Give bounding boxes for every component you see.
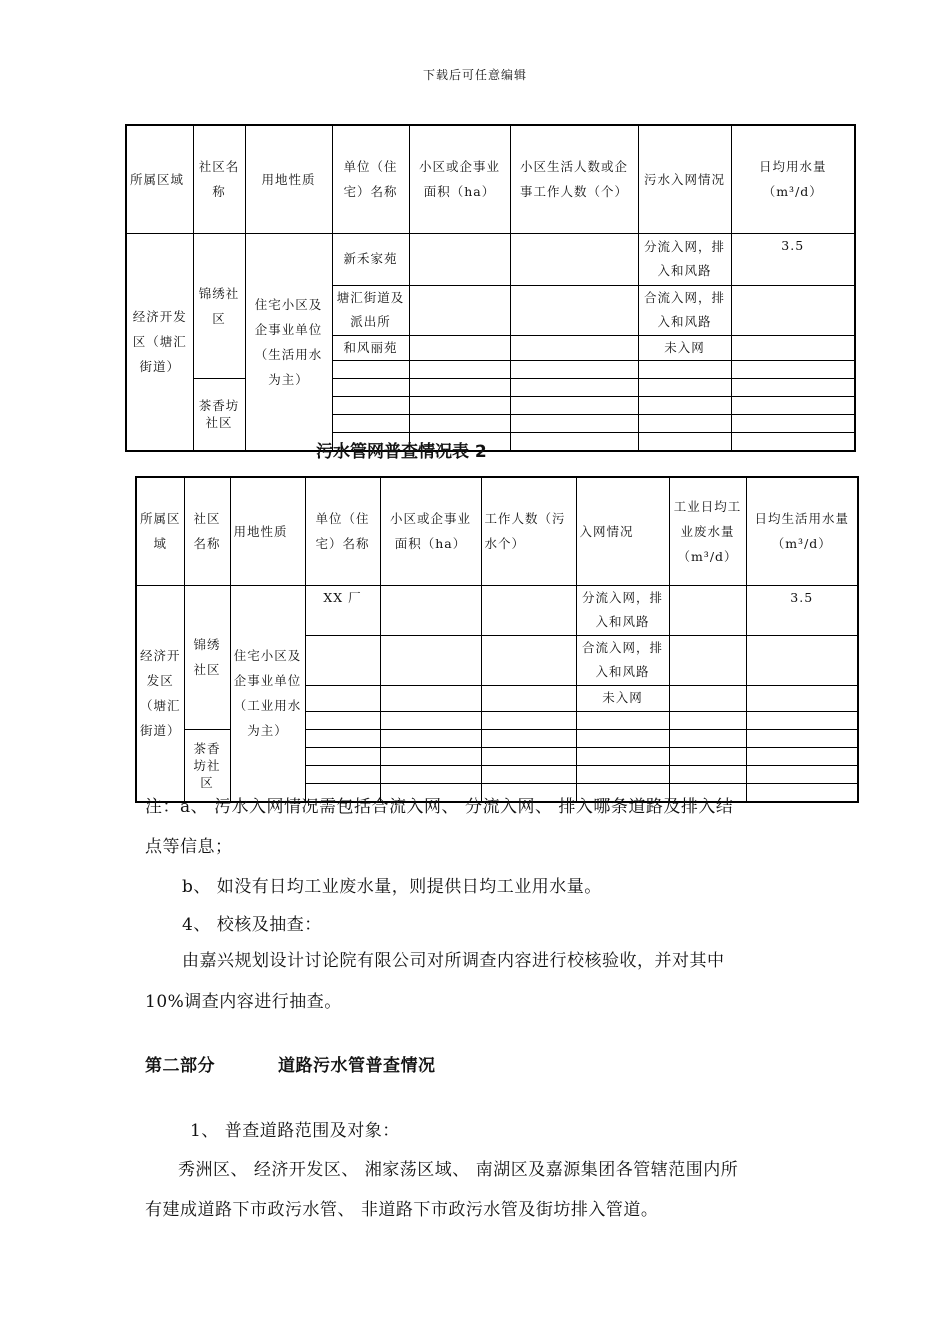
col-header: 社区名称 [184,477,230,585]
item-4-heading: 4、 校核及抽查： [182,915,322,935]
status-cell: 合流入网，排入和风路 [576,635,669,685]
page-header: 下载后可任意编辑 [422,68,527,82]
unit-cell: 塘汇街道及派出所 [332,285,409,335]
section-2-body-line2: 有建成道路下市政污水管、 非道路下市政污水管及街坊排入管道。 [145,1200,659,1220]
status-cell: 合流入网，排入和风路 [638,285,731,335]
land-use-cell: 住宅小区及企事业单位（生活用水为主） [245,233,332,451]
sewage-survey-table-2 [135,476,859,803]
col-header: 单位（住宅）名称 [332,125,409,233]
col-header: 社区名称 [193,125,245,233]
col-header: 工作人数（污水个） [481,477,576,585]
col-header: 所属区域 [126,125,193,233]
col-header: 小区生活人数或企事工作人数（个） [510,125,638,233]
col-header: 用地性质 [230,477,305,585]
col-header: 单位（住宅）名称 [305,477,380,585]
col-header: 日均生活用水量（m³/d） [746,477,858,585]
unit-cell [305,685,380,711]
status-cell: 未入网 [576,685,669,711]
item-4-body-line2: 10%调查内容进行抽查。 [145,992,342,1012]
note-a-line1: 注：a、 污水入网情况需包括合流入网、 分流入网、 排入哪条道路及排入结 [145,797,734,817]
col-header: 小区或企事业面积（ha） [380,477,481,585]
status-cell: 分流入网，排入和风路 [638,233,731,285]
section-2-body-line1: 秀洲区、 经济开发区、 湘家荡区域、 南湖区及嘉源集团各管辖范围内所 [178,1160,739,1180]
note-b: b、 如没有日均工业废水量，则提供日均工业用水量。 [182,877,602,897]
table-header-row [126,125,855,233]
col-header: 小区或企事业面积（ha） [409,125,510,233]
community-cell: 锦绣社区 [184,585,230,729]
community-cell: 锦绣社区 [193,233,245,378]
sewage-survey-table-1 [125,124,856,452]
area-cell: 经济开发区（塘汇街道） [136,585,184,802]
status-cell: 未入网 [638,335,731,360]
section-2-item-1: 1、 普查道路范围及对象： [190,1121,400,1141]
water-cell: 3.5 [731,233,855,285]
col-header: 入网情况 [576,477,669,585]
item-4-body-line1: 由嘉兴规划设计讨论院有限公司对所调查内容进行校核验收，并对其中 [182,951,725,971]
status-cell: 分流入网，排入和风路 [576,585,669,635]
community-cell: 茶香坊社区 [193,378,245,451]
unit-cell: 和风丽苑 [332,335,409,360]
table-row [136,585,858,635]
col-header: 污水入网情况 [638,125,731,233]
unit-cell: 新禾家苑 [332,233,409,285]
section-2-label: 第二部分 [145,1056,215,1076]
col-header: 工业日均工业废水量（m³/d） [669,477,746,585]
table-row [126,378,855,396]
table-header-row [136,477,858,585]
area-cell: 经济开发区（塘汇街道） [126,233,193,451]
col-header: 用地性质 [245,125,332,233]
col-header: 所属区域 [136,477,184,585]
unit-cell: XX 厂 [305,585,380,635]
land-use-cell: 住宅小区及企事业单位（工业用水为主） [230,585,305,802]
note-a-line2: 点等信息； [145,837,233,857]
water-cell: 3.5 [746,585,858,635]
unit-cell [305,635,380,685]
table-2-title: 污水管网普查情况表 2 [316,442,487,462]
table-row [126,233,855,285]
section-2-title: 道路污水管普查情况 [278,1056,436,1076]
community-cell: 茶香坊社区 [184,729,230,802]
col-header: 日均用水量（m³/d） [731,125,855,233]
